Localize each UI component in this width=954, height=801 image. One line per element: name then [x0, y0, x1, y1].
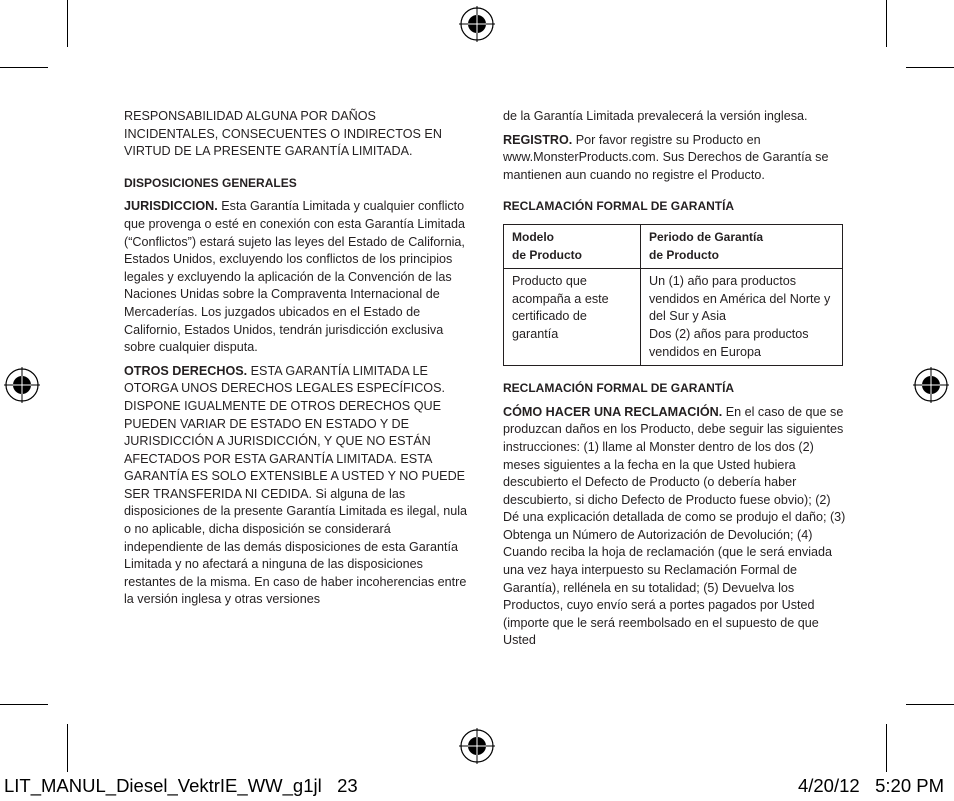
how-to-claim-label: CÓMO HACER UNA RECLAMACIÓN.	[503, 404, 723, 419]
crop-mark-bottom-left-vertical	[67, 724, 68, 772]
jurisdiction-paragraph	[124, 198, 469, 356]
jurisdiction-label: JURISDICCION.	[124, 199, 218, 214]
registration-paragraph	[503, 132, 848, 185]
other-rights-paragraph	[124, 363, 469, 609]
table-row	[504, 269, 843, 366]
registration-target-icon	[459, 6, 495, 42]
table-header-model	[504, 224, 641, 268]
left-text-column	[124, 108, 469, 609]
limitation-paragraph: RESPONSABILIDAD ALGUNA POR DAÑOS INCIDENTALES, CONSECUENTES O INDIRECTOS EN VIRTUD DE LA PRESENTE GARANTÍA LIMITADA.	[124, 109, 442, 159]
crop-mark-bottom-right-vertical	[886, 724, 887, 772]
registration-label: REGISTRO.	[503, 132, 573, 147]
table-header-period	[641, 224, 843, 268]
crop-mark-top-left-vertical	[67, 0, 68, 47]
other-rights-text: ESTA GARANTÍA LIMITADA LE OTORGA UNOS DERECHOS LEGALES ESPECÍFICOS. DISPONE IGUALMENTE DE OTROS DERECHOS QUE PUEDEN VARIAR DE ESTADO EN ESTADO Y DE JURISDICCIÓN A JURISDICCIÓN, Y QUE NO ESTÁN AFECTADOS POR ESTA GARANTÍA LIMITADA. ESTA GARANTÍA ES SOLO EXTENSIBLE A USTED Y NO PUEDE SER TRANSFERIDA NI CEDIDA. Si alguna de las disposiciones de la presente Garantía Limitada es ilegal, nula o no aplicable, dicha disposición se considerará independiente de las demás disposiciones de esta Garantía Limitada y no afectará a ninguna de las disposiciones restantes de la misma. En caso de haber incoherencias entre la versión inglesa y otras versiones	[124, 363, 468, 607]
crop-mark-top-left-horizontal	[0, 67, 48, 68]
other-rights-label: OTROS DERECHOS.	[124, 363, 248, 378]
warranty-claim-heading-2: RECLAMACIÓN FORMAL DE GARANTÍA	[503, 381, 735, 396]
registration-target-icon	[459, 728, 495, 764]
table-header-period-line2: de Producto	[649, 247, 720, 262]
table-header-model-line2: de Producto	[512, 247, 583, 262]
table-header-model-line1: Modelo	[512, 229, 554, 244]
crop-mark-bottom-right-horizontal	[906, 704, 954, 705]
table-cell-model: Producto que acompaña a este certificado de garantía	[504, 269, 641, 366]
warranty-period-table	[503, 224, 843, 366]
period-north-south-america-asia: Un (1) año para productos vendidos en América del Norte y del Sur y Asia	[649, 274, 831, 324]
period-europe: Dos (2) años para productos vendidos en Europa	[649, 326, 809, 359]
right-text-column	[503, 108, 848, 650]
how-to-claim-paragraph	[503, 404, 848, 650]
table-header-row	[504, 224, 843, 268]
registration-text: Por favor registre su Producto en www.MonsterProducts.com. Sus Derechos de Garantía se mantienen aun cuando no registre el Producto.	[503, 132, 829, 182]
crop-mark-top-right-vertical	[886, 0, 887, 47]
table-header-period-line1: Periodo de Garantía	[649, 229, 764, 244]
crop-mark-top-right-horizontal	[906, 67, 954, 68]
print-timestamp: 4/20/12 5:20 PM	[797, 775, 944, 796]
file-info-slug: LIT_MANUL_Diesel_VektrIE_WW_g1jl 23	[4, 775, 358, 796]
continuation-paragraph: de la Garantía Limitada prevalecerá la versión inglesa.	[503, 109, 808, 123]
table-cell-period	[641, 269, 843, 366]
warranty-claim-heading: RECLAMACIÓN FORMAL DE GARANTÍA	[503, 199, 735, 214]
registration-target-icon	[913, 367, 949, 403]
crop-mark-bottom-left-horizontal	[0, 704, 48, 705]
registration-target-icon	[4, 367, 40, 403]
how-to-claim-text: En el caso de que se produzcan daños en los Producto, debe seguir las siguientes instrucciones: (1) llame al Monster dentro de los dos (2) meses siguientes a la fecha en la que Usted hubiera descubierto el Defecto de Producto (o debería haber descubierto, si dicho Defecto de Producto fuese obvio); (2) Dé una explicación detallada de como se produjo el daño; (3) Obtenga un Número de Autorización de Devolución; (4) Cuando reciba la hoja de reclamación (que le será enviada una vez haya interpuesto su Reclamación Formal de Garantía), rellénela en su totalidad; (5) Devuelva los Productos, cuyo envío será a portes pagados por Usted (importe que le será reembolsado en el supuesto de que Usted	[503, 404, 846, 648]
jurisdiction-text: Esta Garantía Limitada y cualquier conflicto que provenga o esté en conexión con esta Garantía Limitada (“Conflictos”) estará sujeto las leyes del Estado de California, Estados Unidos, excluyendo los conflictos de los principios legales y excluyendo la aplicación de la Convención de las Naciones Unidas sobre la Compraventa Internacional de Mercaderías. Los juzgados ubicados en el Estado de Californio, Estados Unidos, tendrán jurisdicción exclusiva sobre cualquier disputa.	[124, 199, 465, 355]
general-provisions-heading: DISPOSICIONES GENERALES	[124, 175, 297, 190]
